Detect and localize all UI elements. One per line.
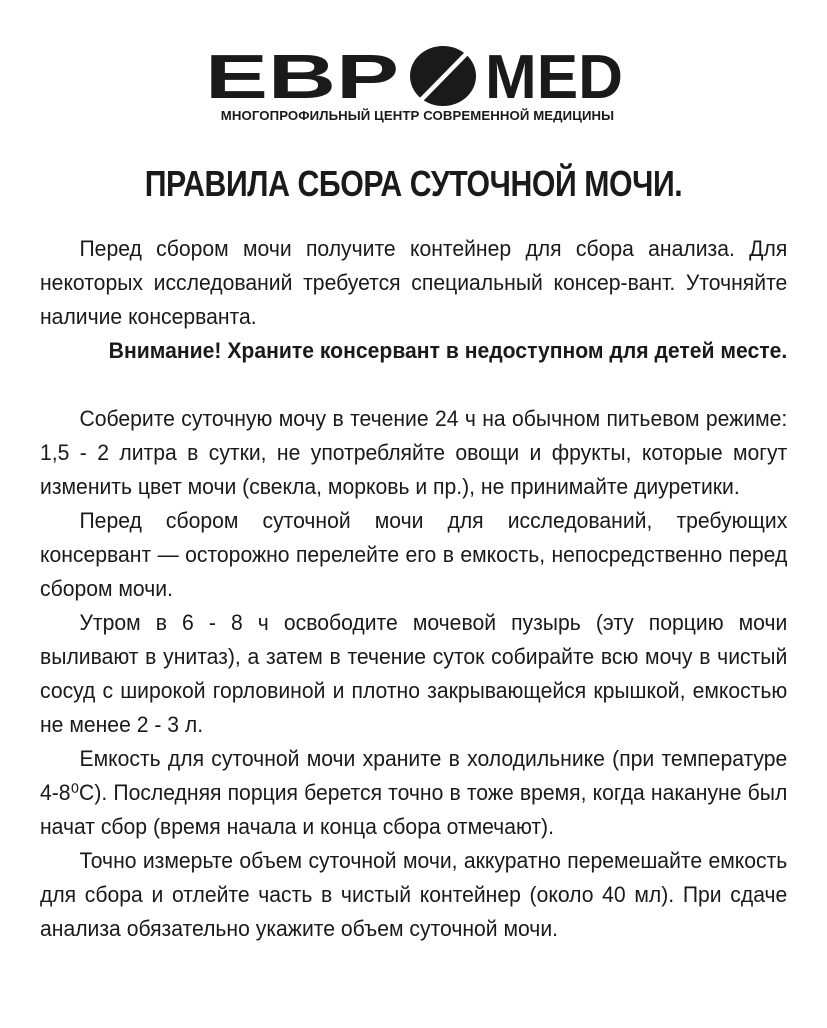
logo-right-letters: MED: [485, 44, 623, 106]
logo: [0, 44, 827, 134]
paragraph-volume: Точно измерьте объем суточной мочи, аккуратно перемешайте емкость для сбора и отлейте часть в чистый контейнер (около 40 мл). При сдаче анализа обязательно укажите объем суточной мочи.: [40, 848, 788, 941]
paragraph-storage: Емкость для суточной мочи храните в холодильнике (при температуре 4-8⁰С). Последняя порция берется точно в тоже время, когда накануне был начат сбор (время начала и конца сбора отмечают).: [40, 746, 788, 839]
evromed-logo-mark: [205, 44, 625, 106]
instructions-body: [40, 232, 788, 946]
pill-icon: [410, 46, 476, 106]
page-title: ПРАВИЛА СБОРА СУТОЧНОЙ МОЧИ.: [144, 163, 683, 204]
logo-subtitle: МНОГОПРОФИЛЬНЫЙ ЦЕНТР СОВРЕМЕННОЙ МЕДИЦИНЫ: [220, 108, 615, 123]
paragraph-container: Перед сбором мочи получите контейнер для сбора анализа. Для некоторых исследований требуется специальный консер-вант. Уточняйте наличие консерванта.: [40, 236, 788, 329]
warning-text: Внимание! Храните консервант в недоступном для детей месте.: [108, 338, 788, 363]
paragraph-preservative: Перед сбором суточной мочи для исследований, требующих консервант — осторожно перелейте его в емкость, непосредственно перед сбором мочи.: [40, 508, 788, 601]
spacer: [40, 368, 788, 402]
paragraph-collection: Соберите суточную мочу в течение 24 ч на обычном питьевом режиме: 1,5 - 2 литра в сутки, не употребляйте овощи и фрукты, которые могут изменить цвет мочи (свекла, морковь и пр.), не принимайте диуретики.: [40, 406, 788, 499]
paragraph-morning: Утром в 6 - 8 ч освободите мочевой пузырь (эту порцию мочи выливают в унитаз), а затем в течение суток собирайте всю мочу в чистый сосуд с широкой горловиной и плотно закрывающейся крышкой, емкостью не менее 2 - 3 л.: [40, 610, 788, 737]
logo-left-letters: ЕВР: [205, 44, 399, 106]
